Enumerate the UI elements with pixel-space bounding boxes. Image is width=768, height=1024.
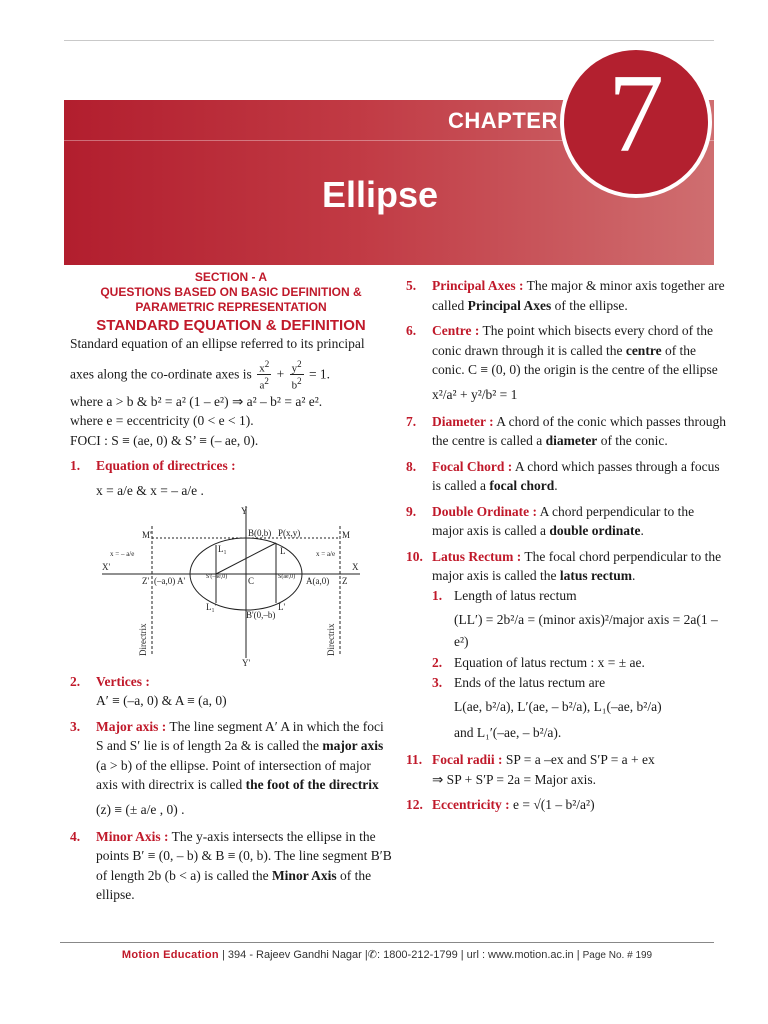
fraction-y2-b2: $\frac{y^2}{b^2}$ <box>291 358 302 392</box>
footer-rule <box>60 942 714 943</box>
chapter-label: CHAPTER <box>448 108 558 133</box>
foci-line: FOCI : S ≡ (ae, 0) & S’ ≡ (– ae, 0). <box>70 432 259 448</box>
svg-text:L': L' <box>278 601 286 612</box>
svg-text:Y': Y' <box>242 657 251 666</box>
section-heading: STANDARD EQUATION & DEFINITION <box>96 317 366 334</box>
item-major-axis: 3. Major axis : The line segment A′ A in which the foci S and S′ lie is of length 2a & is called the major axis (a > b) of the ellipse. Point of intersection of major axis with directrix is called the foot of the directrix (z) ≡ (± a/e , 0) . <box>70 717 392 821</box>
item-directrices: 1. Equation of directrices : <box>70 458 236 474</box>
svg-text:M': M' <box>142 529 152 540</box>
item-latus-rectum: 10. Latus Rectum : The focal chord perpendicular to the major axis is called the latus rectum. 1. Length of latus rectum (LL′) = 2b²/a = (minor axis)²/major axis = 2a(1 – e²) 2. Equation of latus rectum : x = ± ae. 3. Ends of the latus rectum are L(ae, b²/a), L′(ae, – b²/a), L₁(–ae, b²/a) and L₁′(–ae, – b²/a). <box>406 547 728 745</box>
item-focal-chord: 8. Focal Chord : A chord which passes through a focus is called a focal chord. <box>406 458 720 493</box>
svg-text:C: C <box>248 575 255 586</box>
item-principal-axes: 5. Principal Axes : The major & minor axis together are called Principal Axes of the ellipse. <box>406 278 725 313</box>
svg-text:S'(–ae,0): S'(–ae,0) <box>206 573 228 580</box>
svg-text:(–a,0) A': (–a,0) A' <box>154 575 186 586</box>
chapter-title: Ellipse <box>322 174 439 215</box>
svg-text:Z: Z <box>342 575 348 586</box>
foot-of-directrix-eq: (z) ≡ (± a/e , 0) . <box>96 801 185 817</box>
where-line-2: where e = eccentricity (0 < e < 1). <box>70 413 254 429</box>
directrix-equation: x = a/e & x = – a/e . <box>96 482 204 498</box>
footer-brand: Motion Education <box>121 949 219 961</box>
svg-text:L₁: L₁ <box>218 543 227 554</box>
svg-text:P(x,y): P(x,y) <box>278 527 301 538</box>
section-subtitle-1: QUESTIONS BASED ON BASIC DEFINITION & <box>100 285 362 299</box>
svg-text:B(0,b): B(0,b) <box>248 527 272 538</box>
latus-ends-eq-2: and L₁′(–ae, – b²/a). <box>454 725 562 740</box>
chapter-number: 7 <box>608 52 664 176</box>
svg-text:Directrix: Directrix <box>326 623 336 656</box>
svg-text:M: M <box>342 529 351 540</box>
svg-text:L: L <box>280 545 286 556</box>
svg-text:S(ae,0): S(ae,0) <box>278 573 296 580</box>
vertices-text: A′ ≡ (–a, 0) & A ≡ (a, 0) <box>96 693 227 709</box>
latus-ends-eq-1: L(ae, b²/a), L′(ae, – b²/a), L₁(–ae, b²/a) <box>454 699 662 714</box>
where-line-1: where a > b & b² = a² (1 – e²) ⇒ a² – b² = a² e². <box>70 393 323 409</box>
fraction-x2-a2: $\frac{x^2}{a^2}$ <box>259 358 270 392</box>
item-diameter: 7. Diameter : A chord of the conic which passes through the centre is called a diameter of the conic. <box>406 413 727 448</box>
ellipse-diagram <box>70 506 360 666</box>
section-subtitle-2: PARAMETRIC REPRESENTATION <box>135 300 327 314</box>
section-label: SECTION - A <box>194 270 268 284</box>
svg-text:X: X <box>352 561 359 572</box>
sub-ends: 3. Ends of the latus rectum are <box>432 674 606 690</box>
item-minor-axis: 4. Minor Axis : The y-axis intersects the ellipse in the points B′ ≡ (0, – b) & B ≡ (0, b). The line segment B′B of length 2b (b < a) is called the Minor Axis of the ellipse. <box>70 828 392 903</box>
focal-radii-sum: ⇒ SP + S′P = 2a = Major axis. <box>432 771 596 787</box>
page-footer <box>60 948 714 961</box>
intro-eq-end: = 1. <box>308 365 331 381</box>
ellipse-figure <box>70 506 360 666</box>
eccentricity-eq: e = √(1 – b²/a²) <box>512 797 595 812</box>
svg-text:Directrix: Directrix <box>138 623 148 656</box>
top-rule <box>64 40 714 41</box>
svg-text:x = a/e: x = a/e <box>316 549 336 558</box>
svg-text:X': X' <box>102 561 111 572</box>
item-focal-radii: 11. Focal radii : SP = a –ex and S′P = a + ex ⇒ SP + S′P = 2a = Major axis. <box>406 750 728 789</box>
item-vertices: 2. Vertices : A′ ≡ (–a, 0) & A ≡ (a, 0) <box>70 672 392 711</box>
sub-equation: 2. Equation of latus rectum : x = ± ae. <box>432 655 645 670</box>
svg-text:Y: Y <box>241 505 248 516</box>
intro-line-1: Standard equation of an ellipse referred to its principal <box>70 336 365 351</box>
left-column <box>70 270 392 905</box>
intro-text: axes along the co-ordinate axes is <box>70 365 252 381</box>
footer-address: | 394 - Rajeev Gandhi Nagar |✆: 1800-212-1799 | url : www.motion.ac.in | <box>218 949 583 961</box>
latus-length-eq: (LL′) = 2b²/a = (minor axis)²/major axis = 2a(1 – e²) <box>454 612 718 649</box>
item-title: Equation of directrices : <box>96 458 236 474</box>
svg-text:A(a,0): A(a,0) <box>306 575 330 586</box>
item-centre: 6. Centre : The point which bisects every chord of the conic drawn through it is called the centre of the conic. C ≡ (0, 0) the origin is the centre of the ellipse x²/a² + y²/b² = 1 <box>406 321 728 406</box>
svg-text:Z': Z' <box>142 575 150 586</box>
svg-text:B'(0,–b): B'(0,–b) <box>246 609 276 620</box>
intro-line-2: axes along the co-ordinate axes is $\frac{x^2}{a^2}$ + $\frac{y^2}{b^2}$ = 1. <box>70 358 331 392</box>
svg-text:x = – a/e: x = – a/e <box>110 549 135 558</box>
sub-length: 1. Length of latus rectum <box>432 587 577 603</box>
item-double-ordinate: 9. Double Ordinate : A chord perpendicular to the major axis is called a double ordinate. <box>406 503 695 538</box>
page-number: Page No. # 199 <box>582 950 653 961</box>
item-eccentricity: 12. Eccentricity : e = √(1 – b²/a²) <box>406 797 595 812</box>
svg-text:L₁': L₁' <box>206 601 217 612</box>
centre-equation: x²/a² + y²/b² = 1 <box>432 386 518 402</box>
right-column <box>406 270 728 815</box>
